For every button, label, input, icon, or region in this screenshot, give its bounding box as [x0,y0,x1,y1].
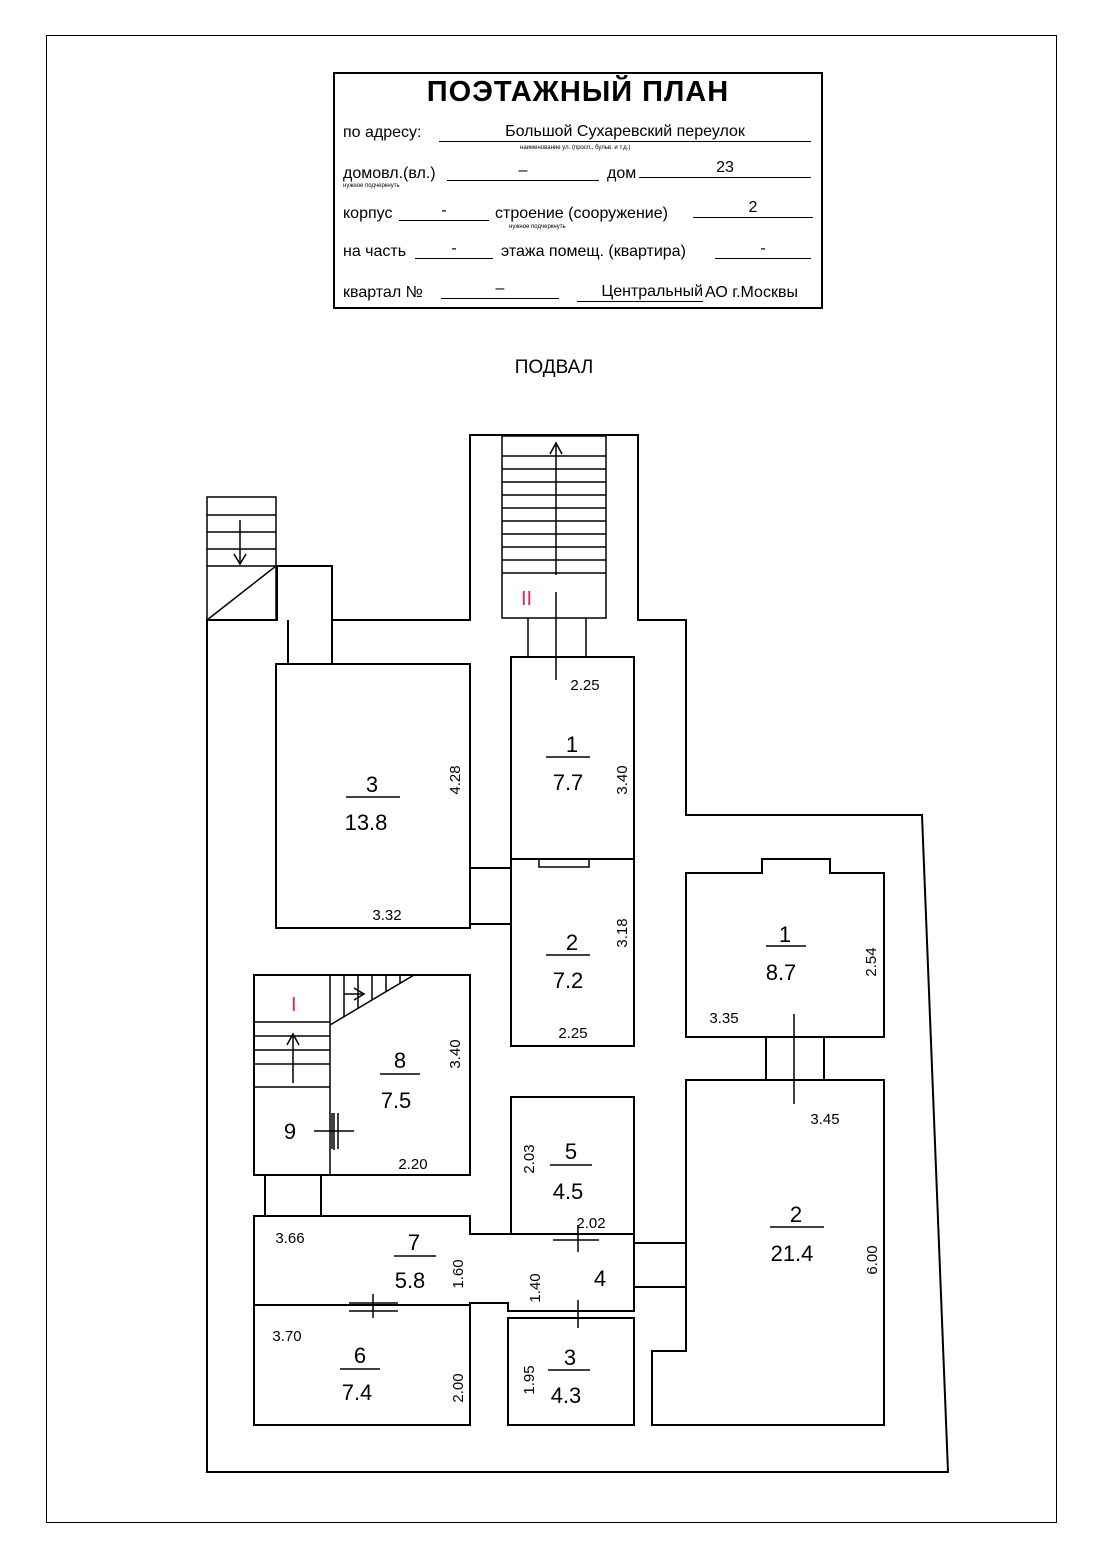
room-dimension: 6.00 [864,1245,881,1275]
room-area: 4.3 [550,1383,582,1408]
korpus-value: - [399,201,489,221]
stroenie-value: 2 [693,198,813,218]
room-number: 6 [353,1343,367,1368]
room-number: 3 [563,1345,577,1370]
room-dimension: 2.02 [576,1215,606,1232]
domovl-hint: нужное подчеркнуть [343,183,400,189]
address-value: Большой Сухаревский переулок [439,122,811,142]
part-value: - [415,239,493,259]
entrance-label-i: I [291,994,297,1016]
address-label: по адресу: [343,124,422,141]
room-dimension: 4.28 [447,765,464,795]
domovl-label: домовл.(вл.) [343,165,436,182]
room-area: 7.5 [380,1088,412,1113]
room-dimension: 1.95 [521,1365,538,1395]
room-area: 7.4 [341,1380,373,1405]
room-dimension: 3.35 [709,1010,739,1027]
room-dimension: 2.03 [521,1144,538,1174]
korpus-label: корпус [343,205,393,222]
kvartal-label: квартал № [343,284,423,301]
dom-label: дом [607,165,637,182]
domovl-value: – [447,161,599,181]
room-dimension: 3.18 [614,918,631,948]
room-number: 2 [789,1202,803,1227]
room-area: 7.7 [552,770,584,795]
room-dimension: 3.40 [614,765,631,795]
entrance-label-ii: II [521,588,533,610]
floor-value: - [715,239,811,259]
room-number: 8 [393,1048,407,1073]
room-dimension: 2.20 [398,1156,428,1173]
district-suffix: АО г.Москвы [705,284,798,301]
room-number: 1 [565,732,579,757]
room-number: 5 [564,1139,578,1164]
room-dimension: 1.60 [450,1259,467,1289]
room-dimension: 2.25 [558,1025,588,1042]
part-label: на часть [343,243,407,260]
room-labels [272,677,881,1408]
room-dimension: 2.54 [863,947,880,977]
room-dimension: 3.66 [275,1230,305,1247]
stair-left-exterior [207,497,276,620]
room-dimension: 3.32 [372,907,402,924]
room-dimension: 3.40 [447,1039,464,1069]
door-markers [314,1014,794,1328]
room-area: 5.8 [394,1268,426,1293]
room-dimension: 3.70 [272,1328,302,1345]
address-hint: наименование ул. (просп., бульв. и т.д.) [520,145,631,151]
floor-label: этажа помещ. (квартира) [501,243,686,260]
dom-value: 23 [639,158,811,178]
plan-title: ПОЭТАЖНЫЙ ПЛАН [426,76,730,108]
room-area: 13.8 [344,810,388,835]
stroenie-label: строение (сооружение) [495,205,668,222]
room-area: 7.2 [552,968,584,993]
stroenie-hint: нужное подчеркнуть [509,224,566,230]
room-number: 1 [778,922,792,947]
room-number: 7 [407,1230,421,1255]
room-dimension: 2.25 [570,677,600,694]
stair-entrance-ii [502,436,606,680]
room-area: 21.4 [770,1241,814,1266]
room-number: 9 [283,1119,297,1144]
kvartal-value: – [441,279,559,299]
room-dimension: 3.45 [810,1111,840,1128]
room-dimension: 1.40 [527,1273,544,1303]
room-dimension: 2.00 [450,1373,467,1403]
room-number: 3 [365,772,379,797]
room-number: 4 [593,1266,607,1291]
room-area: 8.7 [765,960,797,985]
room-area: 4.5 [552,1179,584,1204]
district-value: Центральный [577,282,703,302]
room-number: 2 [565,930,579,955]
floor-name: ПОДВАЛ [514,357,594,378]
